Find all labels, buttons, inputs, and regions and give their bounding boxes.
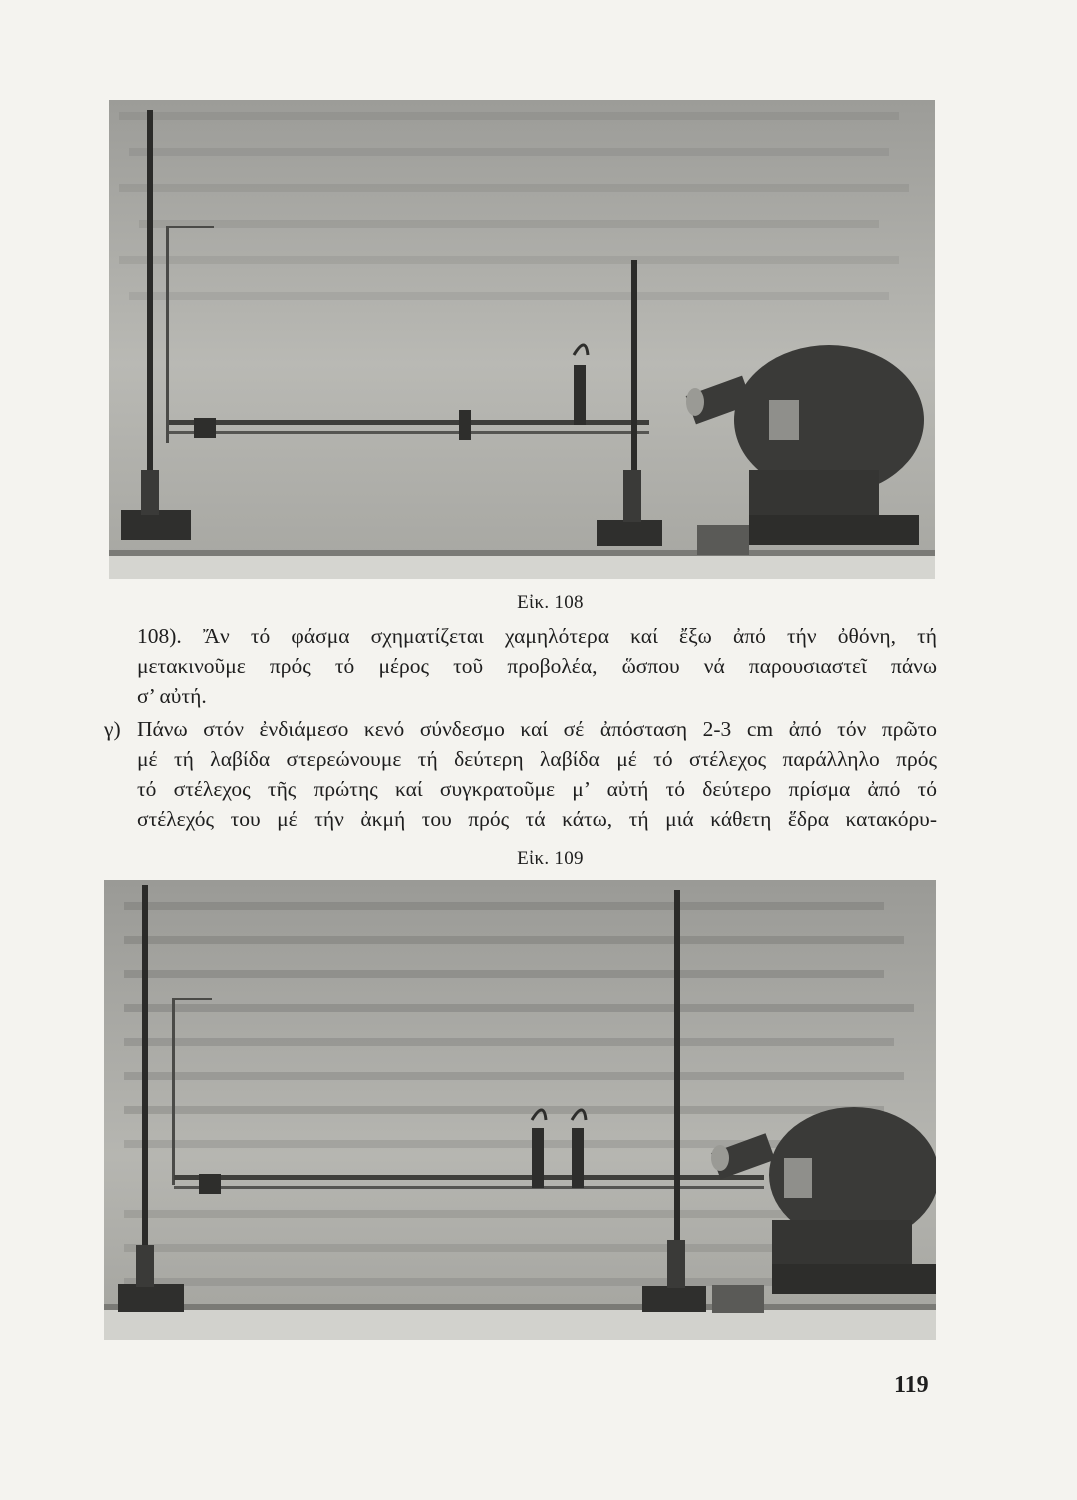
text-line: τό στέλεχος τῆς πρώτης καί συγκρατοῦμε μ’ αὐτή τό δεύτερο πρίσμα ἀπό τό: [137, 777, 937, 801]
step-marker: γ): [104, 717, 121, 741]
text-line: σ’ αὐτή.: [137, 684, 207, 708]
figure-109-caption: Εἰκ. 109: [517, 848, 584, 869]
step-c-paragraph: [137, 714, 937, 834]
photo-108-drawing: [109, 100, 935, 579]
screen-frame: [166, 228, 169, 443]
text-line: 108). Ἄν τό φάσμα σχηματίζεται χαμηλότερα καί ἔξω ἀπό τήν ὀθόνη, τή: [137, 624, 937, 648]
optical-bench-photo-108: [109, 100, 935, 579]
left-stand-rod: [142, 885, 148, 1305]
page-number: 119: [894, 1372, 929, 1398]
figure-108-caption: Εἰκ. 108: [517, 592, 584, 613]
text-line: μέ τή λαβίδα στερεώνουμε τή δεύτερη λαβίδα μέ τό στέλεχος παράλληλο πρός: [137, 747, 937, 771]
paragraph-continuation: [137, 621, 937, 711]
screen-frame: [172, 1000, 175, 1185]
left-stand-rod: [147, 110, 153, 530]
photo-109-drawing: [104, 880, 936, 1340]
optical-bench-photo-109: [104, 880, 936, 1340]
text-line: μετακινοῦμε πρός τό μέρος τοῦ προβολέα, ὥσπου νά παρουσιαστεῖ πάνω: [137, 654, 937, 678]
text-line: Πάνω στόν ἐνδιάμεσο κενό σύνδεσμο καί σέ ἀπόσταση 2-3 cm ἀπό τόν πρῶτο: [137, 717, 937, 741]
text-line: στέλεχός του μέ τήν ἀκμή του πρός τά κάτω, τή μιά κάθετη ἕδρα κατακόρυ-: [137, 807, 937, 831]
